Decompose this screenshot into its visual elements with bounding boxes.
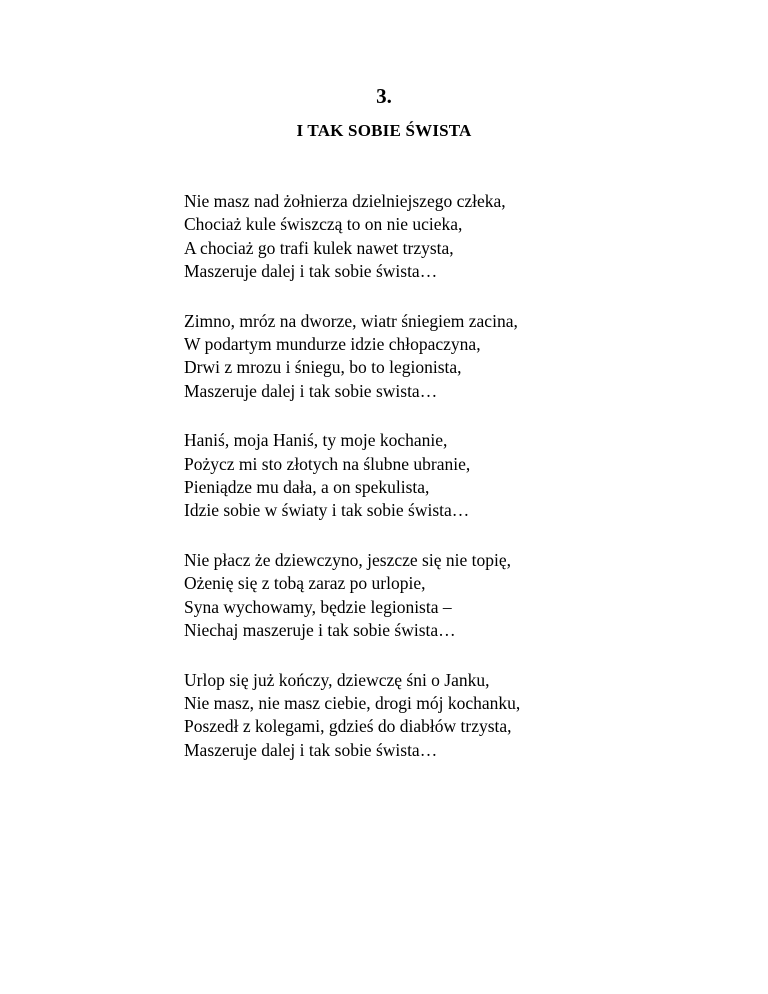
verse-line: Syna wychowamy, będzie legionista – — [184, 596, 452, 617]
song-number: 3. — [376, 84, 392, 108]
verse-line: Idzie sobie w światy i tak sobie śwista… — [184, 500, 470, 521]
stanza-5 — [184, 669, 744, 763]
verse-line: Maszeruje dalej i tak sobie śwista… — [184, 739, 438, 760]
verse-line: Urlop się już kończy, dziewczę śni o Janku, — [184, 669, 490, 690]
verse-line: Nie płacz że dziewczyno, jeszcze się nie topię, — [184, 549, 511, 570]
verse-line: Haniś, moja Haniś, ty moje kochanie, — [184, 430, 448, 451]
verse-line: Maszeruje dalej i tak sobie śwista… — [184, 261, 438, 282]
verse-line: Nie masz, nie masz ciebie, drogi mój kochanku, — [184, 692, 521, 713]
verse-line: A chociaż go trafi kulek nawet trzysta, — [184, 237, 454, 258]
verse-line: Pieniądze mu dała, a on spekulista, — [184, 477, 430, 498]
stanza-3 — [184, 429, 744, 523]
verse-line: Poszedł z kolegami, gdzieś do diabłów trzysta, — [184, 716, 512, 737]
stanza-1 — [184, 190, 744, 284]
verse-line: Maszeruje dalej i tak sobie swista… — [184, 380, 438, 401]
verse-line: Drwi z mrozu i śniegu, bo to legionista, — [184, 357, 462, 378]
verse-line: Zimno, mróz na dworze, wiatr śniegiem zacina, — [184, 310, 518, 331]
verse-line: Niechaj maszeruje i tak sobie śwista… — [184, 620, 456, 641]
stanza-4 — [184, 549, 744, 643]
song-title: I TAK SOBIE ŚWISTA — [296, 121, 472, 140]
verse-line: Pożycz mi sto złotych na ślubne ubranie, — [184, 453, 471, 474]
verse-line: W podartym mundurze idzie chłopaczyna, — [184, 334, 481, 355]
verse-line: Nie masz nad żołnierza dzielniejszego człeka, — [184, 191, 506, 211]
stanza-2 — [184, 310, 744, 404]
verses — [184, 190, 744, 788]
verse-line: Ożenię się z tobą zaraz po urlopie, — [184, 573, 426, 594]
verse-line: Chociaż kule świszczą to on nie ucieka, — [184, 214, 463, 235]
